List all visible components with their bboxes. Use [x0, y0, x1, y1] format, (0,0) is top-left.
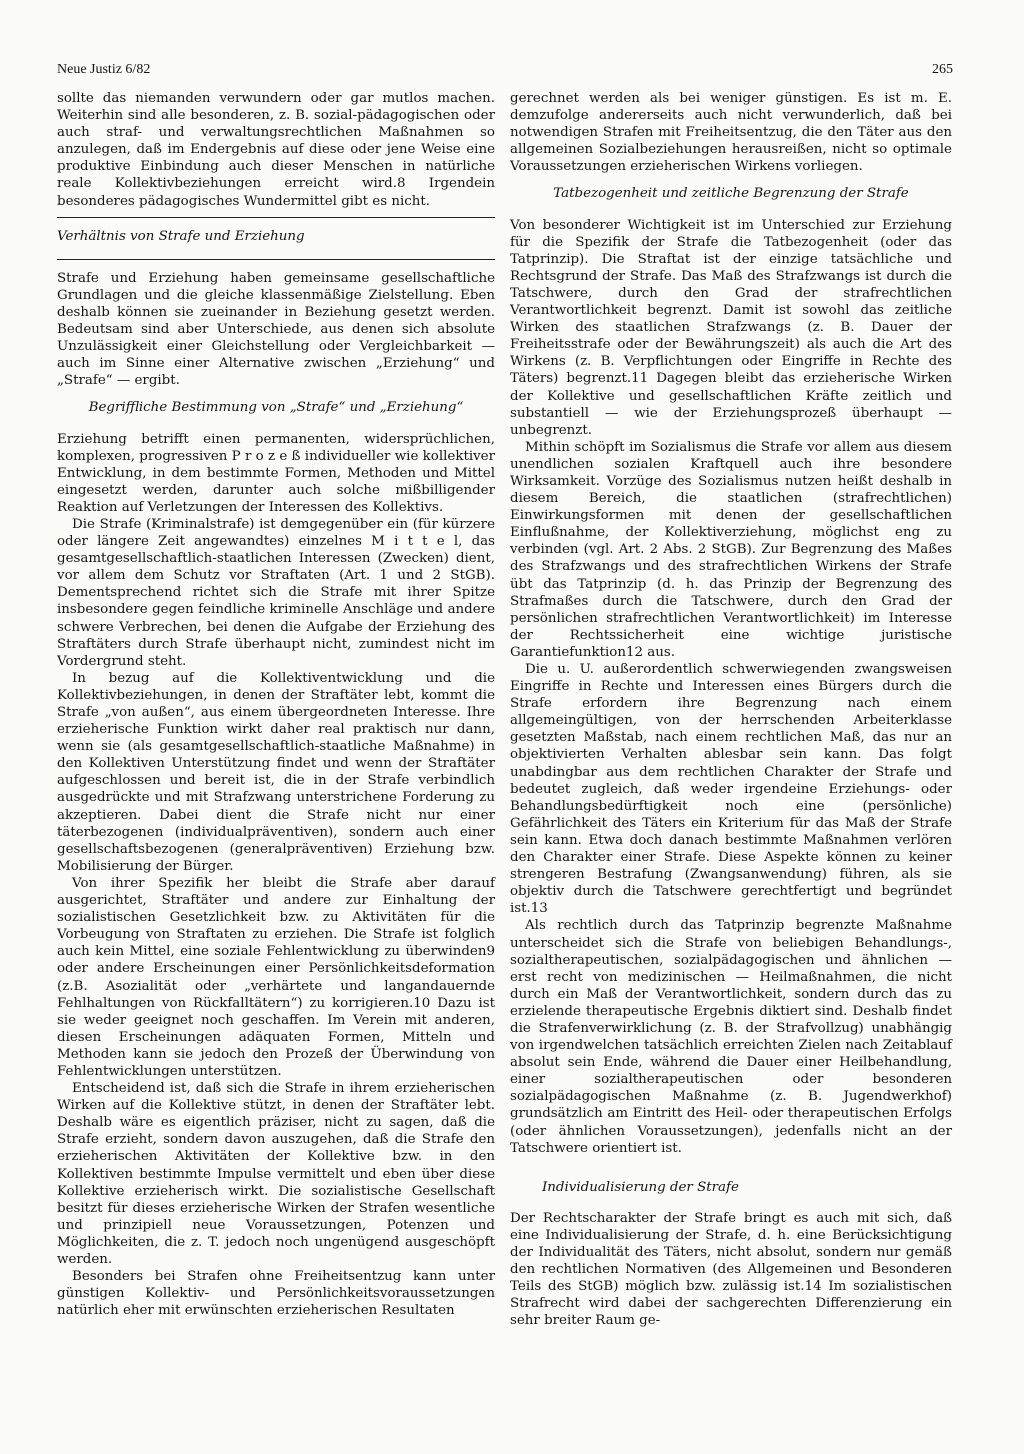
- paragraph: Von ihrer Spezifik her bleibt die Strafe aber darauf ausgerichtet, Straftäter und andere zur Einhaltung der sozialistischen Gesetzlichkeit bzw. zu Aktivitäten für die Vorbeugung von Straftaten zu erziehen. Die Strafe ist folglich auch kein Mittel, eine soziale Fehlentwicklung zu überwinden9 oder andere Erscheinungen einer Persönlichkeitsdeformation (z.B. Asozialität oder „verhärtete und langandauernde Fehlhaltungen von Rückfalltätern“) zu korrigieren.10 Dazu ist sie weder geeignet noch geschaffen. Im Verein mit anderen, diesen Erscheinungen adäquaten Formen, Mitteln und Methoden kann sie jedoch den Prozeß der Überwindung von Fehlentwicklungen unterstützen.: [57, 875, 495, 1079]
- section-heading: Individualisierung der Strafe: [542, 1179, 739, 1195]
- spacer: [510, 1157, 952, 1169]
- page-number: 265: [932, 62, 953, 77]
- left-column: [57, 90, 495, 1319]
- paragraph: Von besonderer Wichtigkeit ist im Unterschied zur Erziehung für die Spezifik der Strafe die Tatbezogenheit (oder das Tatprinzip). Die Straftat ist der einzige tatsächliche und Rechtsgrund der Strafe. Das Maß des Strafzwangs ist durch die Tatschwere, durch den Grad der strafrechtlichen Verantwortlichkeit begrenzt. Damit ist sowohl das zeitliche Wirken des staatlichen Strafzwangs (z. B. Dauer der Freiheitsstrafe oder der Bewährungszeit) als auch die Art des Wirkens (z. B. Verpflichtungen oder Eingriffe in Rechte des Täters) begrenzt.11 Dagegen bleibt das erzieherische Wirken der Kollektive und gesellschaftlichen Kräfte zeitlich und substantiell — wie der Erziehungsprozeß überhaupt — unbegrenzt.: [510, 217, 952, 438]
- paragraph: Mithin schöpft im Sozialismus die Strafe vor allem aus diesem unendlichen sozialen Kraftquell auch ihre besondere Wirksamkeit. Vorzüge des Sozialismus nutzen heißt deshalb in diesem Bereich, die staatlichen (strafrechtlichen) Einwirkungsformen mit denen der gesellschaftlichen Einflußnahme, der Kollektiverziehung, möglichst eng zu verbinden (vgl. Art. 2 Abs. 2 StGB). Zur Begrenzung des Maßes des Strafzwangs und des strafrechtlichen Wirkens der Strafe übt das Tatprinzip (d. h. das Prinzip der Begrenzung des Strafmaßes durch die Tatschwere, durch den Grad der persönlichen strafrechtlichen Verantwortlichkeit) im Interesse der Rechtssicherheit eine wichtige juristische Garantiefunktion12 aus.: [510, 439, 952, 660]
- paragraph: Als rechtlich durch das Tatprinzip begrenzte Maßnahme unterscheidet sich die Strafe von beliebigen Behandlungs-, sozialtherapeutischen, sozialpädagogischen und ähnlichen — erst recht von medizinischen — Heilmaßnahmen, die nicht durch ein Maß der Verantwortlichkeit, sondern durch das zu erzielende therapeutische Ergebnis diktiert sind. Deshalb findet die Strafenverwirklichung (z. B. der Strafvollzug) unabhängig von irgendwelchen tatsächlich erreichten Zielen nach Zeitablauf absolut sein Ende, während die Dauer einer Heilbehandlung, einer sozialtherapeutischen oder besonderen sozialpädagogischen Maßnahme (z. B. Jugendwerkhof) grundsätzlich am Eintritt des Heil- oder therapeutischen Erfolgs (oder ähnlichen Voraussetzungen), jedenfalls nicht an der Tatschwere orientiert ist.: [510, 918, 952, 1156]
- section-divider: [57, 217, 495, 218]
- paragraph: Erziehung betrifft einen permanenten, widersprüchlichen, komplexen, progressiven P r o z e ß individueller wie kollektiver Entwicklung, in dem bestimmte Formen, Methoden und Mittel eingesetzt werden, darunter auch solche mißbilligender Reaktion auf Verletzungen der Interessen des Kollektivs.: [57, 431, 495, 515]
- paragraph: Strafe und Erziehung haben gemeinsame gesellschaftliche Grundlagen und die gleiche klassenmäßige Zielstellung. Eben deshalb können sie zueinander in Beziehung gesetzt werden. Bedeutsam sind aber Unterschiede, aus denen sich absolute Unzulässigkeit einer Gleichstellung oder Vergleichbarkeit — auch im Sinne einer Alternative zwischen „Erziehung“ und „Strafe“ — ergibt.: [57, 270, 495, 389]
- right-column: [510, 90, 952, 1329]
- section-heading: Tatbezogenheit und zeitliche Begrenzung der Strafe: [553, 186, 909, 202]
- paragraph: Die u. U. außerordentlich schwerwiegenden zwangsweisen Eingriffe in Rechte und Interessen eines Bürgers durch die Strafe erfordern ihre Begrenzung nach einem allgemeingültigen, von der herrschenden Arbeiterklasse gesetzten Maßstab, nach einem rechtlichen Maß, das nur an objektivierten Verhalten ablesbar sein kann. Das folgt unabdingbar aus dem rechtlichen Charakter der Strafe und bedeutet zugleich, daß weder irgendeine Erziehungs- oder Behandlungsbedürftigkeit noch eine (persönliche) Gefährlichkeit des Täters ein Kriterium für das Maß der Strafe sein kann. Etwa doch danach bestimmte Maßnahmen verlören den Charakter einer Strafe. Diese Aspekte können zu keiner strengeren Bestrafung (Zwangsanwendung) führen, als sie objektiv durch die Tatschwere gerechtfertigt und begründet ist.13: [510, 662, 952, 917]
- paragraph: In bezug auf die Kollektiventwicklung und die Kollektivbeziehungen, in denen der Straftäter lebt, kommt die Strafe „von außen“, aus einem übergeordneten Interesse. Ihre erzieherische Funktion wirkt daher real praktisch nur dann, wenn sie (als gesamtgesellschaftlich-staatliche Maßnahme) in den Kollektiven Unterstützung findet und wenn der Straftäter aufgeschlossen und bereit ist, die in der Strafe verbindlich ausgedrückte und mit Strafzwang unterstrichene Forderung zu akzeptieren. Dabei dient die Strafe nicht nur einer täterbezogenen (individualpräventiven), sondern auch einer gesellschaftsbezogenen (generalpräventiven) Erziehung bzw. Mobilisierung der Bürger.: [57, 670, 495, 874]
- paragraph: gerechnet werden als bei weniger günstigen. Es ist m. E. demzufolge andererseits auch nicht verwunderlich, daß bei notwendigen Strafen mit Freiheitsentzug, die den Täter aus den allgemeinen Sozialbeziehungen herausreißen, nicht so optimale Voraussetzungen erzieherischen Wirkens vorliegen.: [510, 91, 952, 175]
- paragraph: Besonders bei Strafen ohne Freiheitsentzug kann unter günstigen Kollektiv- und Persönlichkeitsvoraussetzungen natürlich eher mit erwünschten erzieherischen Resultaten: [57, 1269, 495, 1319]
- section-divider: [57, 259, 495, 260]
- journal-title: Neue Justiz 6/82: [57, 62, 151, 77]
- paragraph: Der Rechtscharakter der Strafe bringt es auch mit sich, daß eine Individualisierung der Strafe, d. h. eine Berücksichtigung der Individualität des Täters, nicht absolut, sondern nur gemäß den rechtlichen Normativen (des Allgemeinen und Besonderen Teils des StGB) möglich bzw. zulässig ist.14 Im sozialistischen Strafrecht wird dabei der sachgerechten Differenzierung ein sehr breiter Raum ge-: [510, 1210, 952, 1329]
- paragraph: Die Strafe (Kriminalstrafe) ist demgegenüber ein (für kürzere oder längere Zeit angewandtes) einzelnes M i t t e l, das gesamtgesellschaftlich-staatlichen Interessen (Zwecken) dient, vor allem dem Schutz vor Straftaten (Art. 1 und 2 StGB). Dementsprechend richtet sich die Strafe mit ihrer Spitze insbesondere gegen feindliche kriminelle Anschläge und andere schwere Verbrechen, bei denen die Aufgabe der Erziehung des Straftäters durch Strafe überhaupt nicht, zumindest nicht im Vordergrund steht.: [57, 516, 495, 669]
- page-header: [57, 62, 953, 84]
- section-heading: Verhältnis von Strafe und Erziehung: [57, 228, 305, 244]
- paragraph: Entscheidend ist, daß sich die Strafe in ihrem erzieherischen Wirken auf die Kollektive stützt, in denen der Straftäter lebt. Deshalb wäre es eigentlich präziser, nicht zu sagen, daß die Strafe erzieht, sondern davon auszugehen, daß die Strafe den erzieherischen Aktivitäten der Kollektive bzw. in den Kollektiven bestimmte Impulse vermittelt und eben über diese Kollektive erzieherisch wirkt. Die sozialistische Gesellschaft besitzt für dieses erzieherische Wirken der Strafen wesentliche und prinzipiell neue Voraussetzungen, Potenzen und Möglichkeiten, die z. T. jedoch noch ungenügend ausgeschöpft werden.: [57, 1081, 495, 1267]
- paragraph: sollte das niemanden verwundern oder gar mutlos machen. Weiterhin sind alle besonderen, z. B. sozial-pädagogischen oder auch straf- und verwaltungsrechtlichen Maßnahmen so anzulegen, daß im Endergebnis auf diese oder jene Weise eine produktive Einbindung auch dieser Menschen in natürliche reale Kollektivbeziehungen erreicht wird.8 Irgendein besonderes pädagogisches Wundermittel gibt es nicht.: [57, 91, 495, 209]
- section-heading: Begriffliche Bestimmung von „Strafe“ und „Erziehung“: [88, 400, 464, 416]
